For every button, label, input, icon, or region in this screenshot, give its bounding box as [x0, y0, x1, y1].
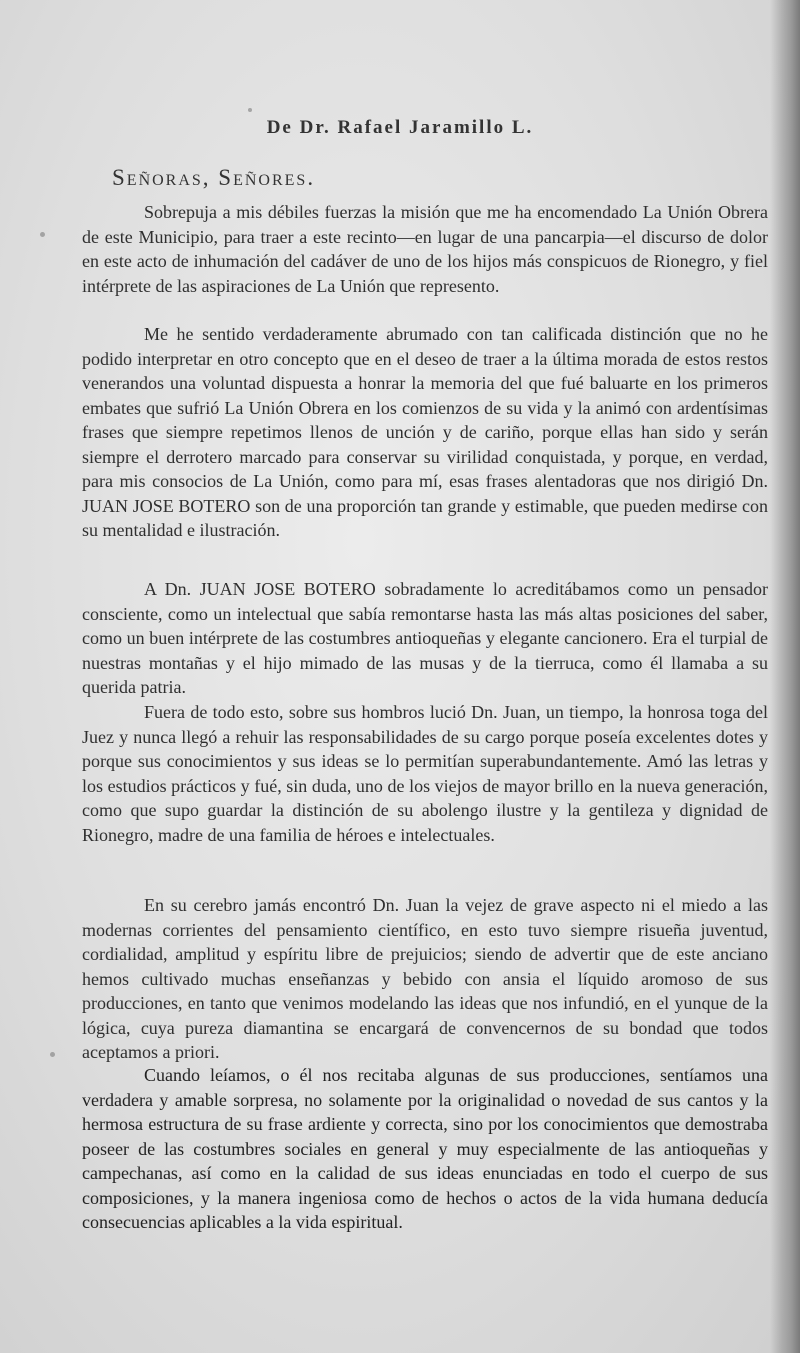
paragraph-6: Cuando leíamos, o él nos recitaba algunas de sus producciones, sentíamos una verdadera y amable sorpresa, no solamente por la originalidad o novedad de sus cantos y la hermosa estructura de su frase ardiente y correcta, sino por los conocimientos que demostraba poseer de las costumbres sociales en general y muy especialmente de las antioqueñas y campechanas, así como en la calidad de sus ideas enunciadas en todo el cuerpo de sus composiciones, y la manera ingeniosa como de hechos o actos de la vida humana deducía consecuencias aplicables a la vida espiritual. — [82, 1065, 768, 1232]
ink-speck — [248, 108, 252, 112]
salutation: Señoras, Señores. — [112, 165, 316, 190]
paragraph-1: Sobrepuja a mis débiles fuerzas la misión que me ha encomendado La Unión Obrera de este Municipio, para traer a este recinto—en lugar de una pancarpia—el discurso de dolor en este acto de inhumación del cadáver de uno de los hijos más conspicuos de Rionegro, y fiel intérprete de las aspiraciones de La Unión que represento. — [82, 202, 768, 296]
paragraph-2: Me he sentido verdaderamente abrumado con tan calificada distinción que no he podido interpretar en otro concepto que en el deseo de traer a la última morada de estos restos venerandos una voluntad dispuesta a honrar la memoria del que fué baluarte en los primeros embates que sufrió La Unión Obrera en los comienzos de su vida y la animó con ardentísimas frases que siempre repetimos llenos de unción y de cariño, porque ellas han sido y serán siempre el derrotero marcado para conservar su virilidad conquistada, y porque, en verdad, para mis consocios de La Unión, como para mí, esas frases alentadoras que nos dirigió Dn. JUAN JOSE BOTERO son de una proporción tan grande y estimable, que pueden medirse con su mentalidad e ilustración. — [82, 324, 768, 540]
ink-speck — [40, 232, 45, 237]
speaker-heading: De Dr. Rafael Jaramillo L. — [266, 117, 534, 138]
page-edge-shadow — [770, 0, 800, 1353]
paragraph-5: En su cerebro jamás encontró Dn. Juan la vejez de grave aspecto ni el miedo a las modernas corrientes del pensamiento científico, en esto tuvo siempre risueña juventud, cordialidad, amplitud y espíritu libre de prejuicios; siendo de advertir que de este anciano hemos cultivado muchas enseñanzas y bebido con ansia el líquido aromoso de sus producciones, en tanto que venimos modelando las ideas que nos infundió, en el yunque de la lógica, cuya pureza diamantina se encargará de convencernos de su bondad que todos aceptamos a priori. — [82, 895, 768, 1062]
paragraph-4: Fuera de todo esto, sobre sus hombros lució Dn. Juan, un tiempo, la honrosa toga del Juez y nunca llegó a rehuir las responsabilidades de su cargo porque poseía excelentes dotes y porque sus conocimientos y sus ideas se lo permitían superabundantemente. Amó las letras y los estudios prácticos y fué, sin duda, uno de los viejos de mayor brillo en la nueva generación, como que supo guardar la distinción de su abolengo ilustre y la gentileza y dignidad de Rionegro, madre de una familia de héroes e intelectuales. — [82, 702, 768, 845]
paragraph-3: A Dn. JUAN JOSE BOTERO sobradamente lo acreditábamos como un pensador consciente, como un intelectual que sabía remontarse hasta las más altas posiciones del saber, como un buen intérprete de las costumbres antioqueñas y elegante cancionero. Era el turpial de nuestras montañas y el hijo mimado de las musas y de la tierruca, como él llamaba a su querida patria. — [82, 579, 768, 697]
ink-speck — [50, 1052, 55, 1057]
